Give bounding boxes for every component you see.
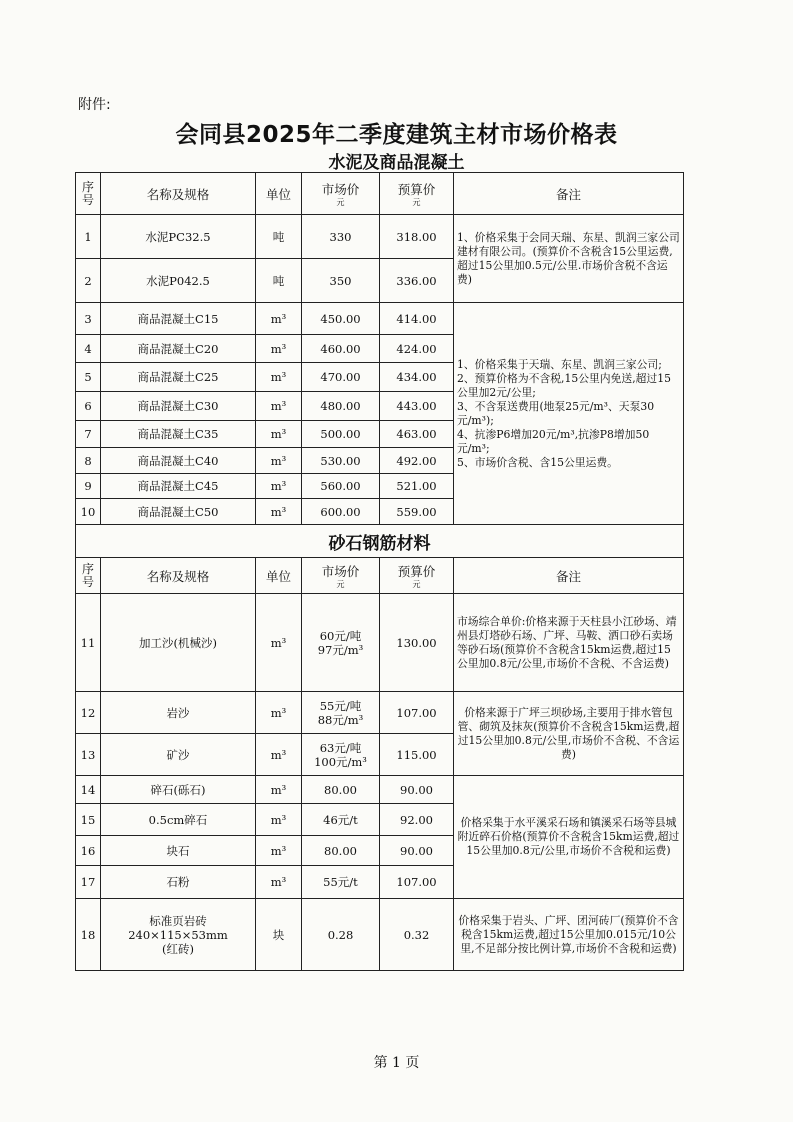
header-seq: 序号	[76, 558, 101, 594]
cell-market	[302, 692, 380, 734]
cell-market-line: 97元/m³	[317, 642, 364, 657]
cell-unit: m³	[256, 499, 302, 525]
remark-sand-12: 价格来源于广坪三坝砂场,主要用于排水管包管、砌筑及抹灰(预算价不含税含15km运费,超过15公里加0.8元/公里,市场价不含税、不含运费)	[454, 692, 684, 776]
cell-name: 商品混凝土C30	[101, 392, 256, 421]
header-market	[302, 173, 380, 215]
table-header-row	[76, 558, 684, 594]
cell-unit: m³	[256, 392, 302, 421]
cell-unit: m³	[256, 448, 302, 474]
cell-seq: 6	[76, 392, 101, 421]
cell-market: 330	[302, 215, 380, 259]
cell-budget: 90.00	[380, 776, 454, 804]
cell-name: 0.5cm碎石	[101, 804, 256, 836]
table-row	[76, 215, 684, 259]
cell-budget: 336.00	[380, 259, 454, 303]
cell-unit: m³	[256, 363, 302, 392]
cell-seq: 18	[76, 899, 101, 971]
cell-market-line: 60元/吨	[319, 628, 362, 643]
cell-budget: 107.00	[380, 692, 454, 734]
cell-unit: m³	[256, 776, 302, 804]
cell-market-line: 88元/m³	[317, 712, 364, 727]
cell-unit: m³	[256, 734, 302, 776]
cell-seq: 7	[76, 421, 101, 448]
cell-budget: 443.00	[380, 392, 454, 421]
cell-budget: 115.00	[380, 734, 454, 776]
cell-unit: m³	[256, 474, 302, 499]
page-number: 第 1 页	[373, 1055, 420, 1071]
cell-market: 460.00	[302, 335, 380, 363]
cell-seq: 9	[76, 474, 101, 499]
header-market-label: 市场价	[321, 564, 360, 579]
remark-concrete-line: 5、市场价含税、含15公里运费。	[457, 455, 618, 469]
header-name: 名称及规格	[101, 558, 256, 594]
header-seq: 序号	[76, 173, 101, 215]
header-remark: 备注	[454, 173, 684, 215]
table-row	[76, 594, 684, 692]
cell-name: 商品混凝土C50	[101, 499, 256, 525]
cell-market: 46元/t	[302, 804, 380, 836]
cell-market: 600.00	[302, 499, 380, 525]
remark-cement: 1、价格采集于会同天瑞、东星、凯润三家公司建材有限公司。(预算价不含税含15公里运费,超过15公里加0.5元/公里.市场价含税不含运费)	[454, 215, 684, 303]
attachment-label: 附件:	[78, 97, 111, 113]
cell-budget: 434.00	[380, 363, 454, 392]
cell-budget: 0.32	[380, 899, 454, 971]
cell-name: 商品混凝土C40	[101, 448, 256, 474]
cell-name-line: 240×115×53mm	[128, 927, 228, 942]
cell-seq: 15	[76, 804, 101, 836]
cell-market: 80.00	[302, 836, 380, 866]
cell-market: 530.00	[302, 448, 380, 474]
cell-seq: 5	[76, 363, 101, 392]
table-row	[76, 776, 684, 804]
cell-unit: m³	[256, 335, 302, 363]
cell-name-line: (红砖)	[162, 941, 194, 956]
cell-budget: 521.00	[380, 474, 454, 499]
cell-seq: 14	[76, 776, 101, 804]
cell-name: 商品混凝土C45	[101, 474, 256, 499]
remark-concrete	[454, 303, 684, 525]
cell-name-line: 标准页岩砖	[149, 913, 207, 928]
cell-budget: 492.00	[380, 448, 454, 474]
cell-unit: m³	[256, 804, 302, 836]
cell-market-line: 55元/吨	[319, 698, 362, 713]
cell-seq: 16	[76, 836, 101, 866]
remark-concrete-line: 4、抗渗P6增加20元/m³,抗渗P8增加50元/m³;	[457, 427, 650, 455]
cell-budget: 414.00	[380, 303, 454, 335]
cell-seq: 13	[76, 734, 101, 776]
remark-concrete-line: 2、预算价格为不含税,15公里内免送,超过15公里加2元/公里;	[457, 371, 671, 399]
cell-market	[302, 594, 380, 692]
cell-name: 水泥P042.5	[101, 259, 256, 303]
cell-budget: 318.00	[380, 215, 454, 259]
table-row	[76, 303, 684, 335]
cell-unit: 吨	[256, 215, 302, 259]
price-table	[75, 172, 684, 971]
cell-budget: 424.00	[380, 335, 454, 363]
cell-seq: 3	[76, 303, 101, 335]
cell-name: 碎石(砾石)	[101, 776, 256, 804]
cell-market: 0.28	[302, 899, 380, 971]
cell-unit: m³	[256, 866, 302, 899]
cell-unit: m³	[256, 836, 302, 866]
cell-name: 加工沙(机械沙)	[101, 594, 256, 692]
cell-name	[101, 899, 256, 971]
table-row	[76, 692, 684, 734]
cell-unit: 吨	[256, 259, 302, 303]
remark-stone: 价格采集于水平溪采石场和镇溪采石场等县城附近碎石价格(预算价不含税含15km运费,超过15公里加0.8元/公里,市场价不含税和运费)	[454, 776, 684, 899]
cell-market: 450.00	[302, 303, 380, 335]
cell-market: 80.00	[302, 776, 380, 804]
cell-market: 350	[302, 259, 380, 303]
cell-seq: 11	[76, 594, 101, 692]
remark-concrete-line: 3、不含泵送费用(地泵25元/m³、天泵30元/m³);	[457, 399, 655, 427]
cell-seq: 12	[76, 692, 101, 734]
header-budget	[380, 558, 454, 594]
cell-budget: 90.00	[380, 836, 454, 866]
header-remark: 备注	[454, 558, 684, 594]
section-row	[76, 525, 684, 558]
cell-name: 石粉	[101, 866, 256, 899]
cell-seq: 4	[76, 335, 101, 363]
cell-unit: m³	[256, 303, 302, 335]
cell-name: 商品混凝土C15	[101, 303, 256, 335]
header-budget-unit: 元	[412, 198, 421, 207]
cell-seq: 1	[76, 215, 101, 259]
cell-market: 500.00	[302, 421, 380, 448]
header-market	[302, 558, 380, 594]
header-unit: 单位	[256, 173, 302, 215]
cell-market: 470.00	[302, 363, 380, 392]
remark-concrete-line: 1、价格采集于天瑞、东星、凯润三家公司;	[457, 357, 662, 371]
header-name: 名称及规格	[101, 173, 256, 215]
cell-seq: 2	[76, 259, 101, 303]
cell-market	[302, 734, 380, 776]
header-market-unit: 元	[336, 198, 345, 207]
remark-sand-11: 市场综合单价:价格来源于天柱县小江砂场、靖州县灯塔砂石场、广坪、马鞍、洒口砂石卖场等砂石场(预算价不含税含15km运费,超过15公里加0.8元/公里,市场价不含税、不含运费)	[454, 594, 684, 692]
section-title-cement: 水泥及商品混凝土	[328, 153, 465, 173]
cell-name: 块石	[101, 836, 256, 866]
remark-brick: 价格采集于岩头、广坪、团河砖厂(预算价不含税含15km运费,超过15公里加0.015元/10公里,不足部分按比例计算,市场价不含税和运费)	[454, 899, 684, 971]
header-budget	[380, 173, 454, 215]
cell-budget: 92.00	[380, 804, 454, 836]
cell-name: 水泥PC32.5	[101, 215, 256, 259]
cell-unit: m³	[256, 421, 302, 448]
cell-unit: m³	[256, 692, 302, 734]
cell-name: 商品混凝土C25	[101, 363, 256, 392]
cell-unit: m³	[256, 594, 302, 692]
cell-market-line: 100元/m³	[314, 754, 367, 769]
cell-seq: 17	[76, 866, 101, 899]
header-budget-label: 预算价	[397, 182, 436, 197]
cell-budget: 559.00	[380, 499, 454, 525]
header-market-unit: 元	[336, 580, 345, 589]
cell-name: 岩沙	[101, 692, 256, 734]
cell-unit: 块	[256, 899, 302, 971]
table-header-row	[76, 173, 684, 215]
cell-seq: 10	[76, 499, 101, 525]
section-title-sand-stone: 砂石钢筋材料	[76, 525, 684, 558]
header-market-label: 市场价	[321, 182, 360, 197]
header-unit: 单位	[256, 558, 302, 594]
cell-budget: 107.00	[380, 866, 454, 899]
cell-market: 480.00	[302, 392, 380, 421]
cell-name: 商品混凝土C35	[101, 421, 256, 448]
header-budget-label: 预算价	[397, 564, 436, 579]
cell-seq: 8	[76, 448, 101, 474]
cell-name: 矿沙	[101, 734, 256, 776]
page-title: 会同县2025年二季度建筑主材市场价格表	[175, 122, 618, 148]
header-budget-unit: 元	[412, 580, 421, 589]
cell-market: 560.00	[302, 474, 380, 499]
cell-name: 商品混凝土C20	[101, 335, 256, 363]
cell-market: 55元/t	[302, 866, 380, 899]
cell-budget: 130.00	[380, 594, 454, 692]
cell-market-line: 63元/吨	[319, 740, 362, 755]
cell-budget: 463.00	[380, 421, 454, 448]
table-row	[76, 899, 684, 971]
